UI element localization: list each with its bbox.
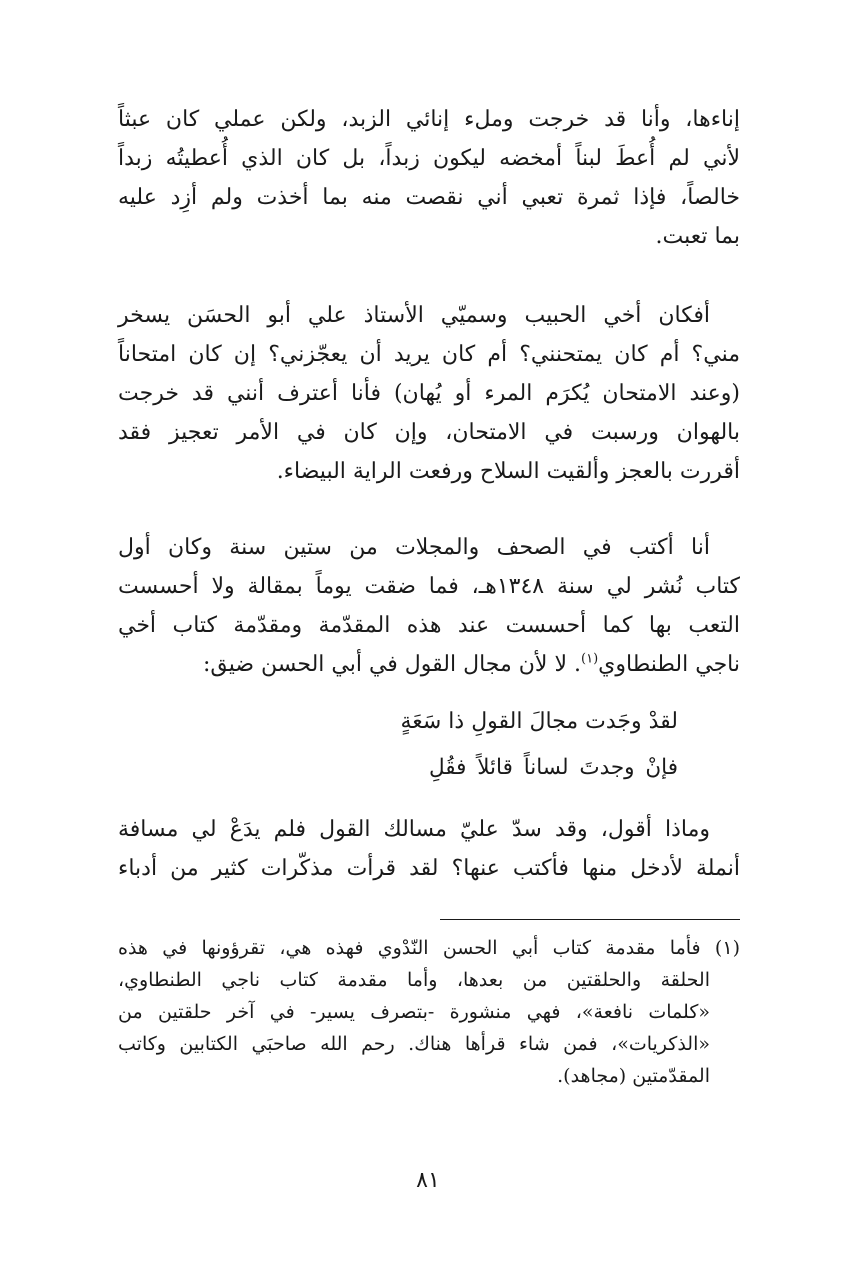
paragraph-line: التعب بها كما أحسست عند هذه المقدّمة ومقدّمة كتاب أخي	[118, 613, 740, 638]
paragraph-line-with-footnote	[118, 645, 740, 684]
paragraph-line: أفكان أخي الحبيب وسميّي الأستاذ علي أبو الحسَن يسخر	[118, 303, 710, 328]
poem-verse-1: لقدْ وجَدت مجالَ القولِ ذا سَعَةٍ	[400, 709, 678, 734]
footnote-line: «كلمات نافعة»، فهي منشورة -بتصرف يسير- في آخر حلقتين من	[118, 1001, 710, 1023]
paragraph-1	[118, 100, 740, 256]
paragraph-line: بما تعبت.	[655, 224, 740, 249]
footnote	[118, 932, 740, 1092]
footnote-line: الحلقة والحلقتين من بعدها، وأما مقدمة كتاب ناجي الطنطاوي،	[118, 969, 710, 991]
paragraph-line: (وعند الامتحان يُكرَم المرء أو يُهان) فأنا أعترف أنني قد خرجت	[118, 381, 740, 406]
footnote-line: المقدّمتين (مجاهد).	[557, 1065, 710, 1087]
paragraph-text: . لا لأن مجال القول في أبي الحسن ضيق:	[202, 652, 581, 677]
page-number: ٨١	[416, 1168, 440, 1193]
paragraph-line: أنا أكتب في الصحف والمجلات من ستين سنة وكان أول	[118, 535, 710, 560]
paragraph-line: وماذا أقول، وقد سدّ عليّ مسالك القول فلم يدَعْ لي مسافة	[118, 817, 710, 842]
paragraph-line: أنملة لأدخل منها فأكتب عنها؟ لقد قرأت مذكّرات كثير من أدباء	[118, 856, 740, 881]
footnote-line: (١) فأما مقدمة كتاب أبي الحسن النّدْوي فهذه هي، تقرؤونها في هذه	[118, 937, 740, 959]
paragraph-line: أقررت بالعجز وألقيت السلاح ورفعت الراية البيضاء.	[276, 459, 740, 484]
paragraph-line: إناءها، وأنا قد خرجت وملء إنائي الزبد، ولكن عملي كان عبثاً	[118, 107, 740, 132]
footnote-marker[interactable]: (١)	[581, 651, 599, 667]
paragraph-3	[118, 528, 740, 684]
paragraph-line: خالصاً، فإذا ثمرة تعبي أني نقصت منه بما أخذت ولم أزِد عليه	[118, 185, 740, 210]
paragraph-line: بالهوان ورسبت في الامتحان، وإن كان في الأمر تعجيز فقد	[118, 420, 740, 445]
footnote-line: «الذكريات»، فمن شاء قرأها هناك. رحم الله صاحبَي الكتابين وكاتب	[118, 1033, 710, 1055]
paragraph-text: ناجي الطنطاوي	[598, 652, 740, 677]
paragraph-line: كتاب نُشر لي سنة ١٣٤٨هـ، فما ضقت يوماً بمقالة ولا أحسست	[118, 574, 741, 599]
footnote-divider	[440, 919, 740, 920]
paragraph-2	[118, 296, 740, 491]
paragraph-line: لأني لم أُعطَ لبناً أمخضه ليكون زبداً، بل كان الذي أُعطيتُه زبداً	[118, 146, 740, 171]
paragraph-line: مني؟ أم كان يمتحنني؟ أم كان يريد أن يعجّزني؟ إن كان امتحاناً	[118, 342, 740, 367]
poem-verse-2: فإنْ وجدتَ لساناً قائلاً فقُلِ	[428, 755, 678, 780]
paragraph-4	[118, 810, 740, 888]
